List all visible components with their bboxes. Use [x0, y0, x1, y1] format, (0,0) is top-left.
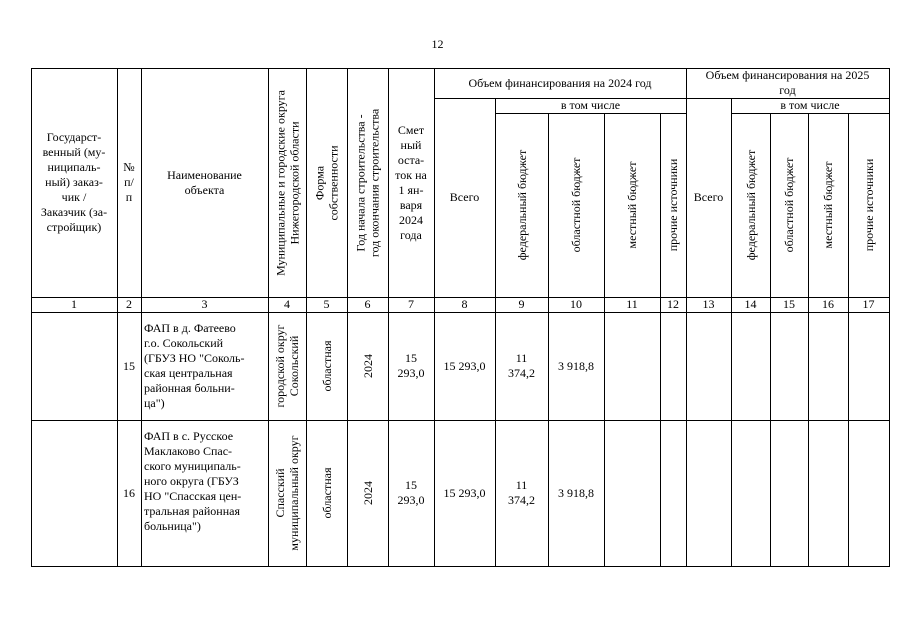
header-regional-2025-text: областной бюджет — [782, 157, 796, 253]
header-local-2025-text: местный бюджет — [821, 161, 835, 249]
table-cell-total-2024: 15 293,0 — [443, 485, 486, 500]
table-cell-total-2024: 15 293,0 — [443, 358, 486, 373]
header-financing-2025: Объем финансирования на 2025 год — [705, 68, 870, 97]
table-cell-total-2025 — [689, 421, 728, 565]
header-municipality — [268, 68, 306, 297]
table-cell-ownership-text: областная — [319, 467, 334, 519]
table-cell-federal-2025 — [734, 313, 767, 419]
table-cell-municipality-text: городской округ Сокольский — [273, 324, 301, 408]
column-number: 6 — [364, 297, 371, 311]
table-cell-estimate: 15 293,0 — [397, 351, 425, 380]
table-cell-other-2025 — [851, 313, 886, 419]
column-number: 15 — [783, 297, 795, 311]
table-cell-ownership — [306, 312, 347, 420]
table-cell-regional-2024: 3 918,8 — [558, 358, 594, 373]
table-cell-other-2024 — [663, 313, 683, 419]
table-cell-years — [347, 420, 388, 566]
column-number: 17 — [862, 297, 875, 311]
table-cell-object-name: ФАП в д. Фатеево г.о. Сокольский (ГБУЗ НО "Соколь- ская центральная районная больни- ца") — [144, 321, 245, 410]
header-federal-2025-text: федеральный бюджет — [743, 149, 758, 261]
header-ownership — [306, 68, 347, 297]
table-cell-municipality — [268, 312, 306, 420]
header-local-2024-text: местный бюджет — [625, 161, 639, 249]
column-number: 11 — [626, 297, 638, 311]
table-cell-federal-2024: 11 374,2 — [508, 351, 535, 380]
table-cell-estimate: 15 293,0 — [397, 478, 425, 507]
table-cell-customer — [34, 421, 114, 565]
table-cell-municipality-text: Спасский муниципальный округ — [273, 435, 301, 551]
column-number: 2 — [126, 297, 132, 311]
column-number: 16 — [822, 297, 834, 311]
table-cell-years — [347, 312, 388, 420]
column-number: 10 — [570, 297, 582, 311]
header-total-2025: Всего — [693, 190, 724, 204]
header-customer: Государст- венный (му- ниципаль- ный) заказ- чик / Заказчик (за- стройщик) — [40, 130, 108, 234]
table-cell-federal-2024: 11 374,2 — [508, 478, 535, 507]
page-number: 12 — [431, 37, 444, 51]
header-ownership-text: Форма собственности — [312, 144, 341, 221]
header-local-2024 — [604, 113, 660, 297]
header-other-2025-text: прочие источники — [861, 158, 876, 252]
header-including-2025: в том числе — [780, 98, 840, 112]
column-number: 4 — [284, 297, 290, 311]
column-number: 9 — [518, 297, 525, 311]
column-number: 13 — [702, 297, 715, 311]
table-cell-regional-2025 — [773, 421, 805, 565]
column-number: 12 — [667, 297, 679, 311]
header-other-2024-text: прочие источники — [666, 158, 680, 252]
header-federal-2024-text: федеральный бюджет — [514, 149, 529, 261]
header-other-2025 — [848, 113, 889, 297]
table-cell-num: 16 — [123, 485, 135, 500]
header-years-text: Год начала строительства - год окончания строительства — [353, 108, 382, 257]
header-regional-2024-text: областной бюджет — [569, 157, 583, 253]
table-cell-years-text: 2024 — [360, 481, 375, 505]
table-cell-object-name: ФАП в с. Русское Маклаково Спас- ского муниципаль- ного округа (ГБУЗ НО "Спасская цен- тральная районная больница") — [144, 429, 242, 533]
table-cell-local-2025 — [811, 313, 845, 419]
header-other-2024 — [660, 113, 686, 297]
column-number: 3 — [201, 297, 208, 311]
table-cell-num: 15 — [123, 358, 135, 373]
table-cell-total-2025 — [689, 313, 728, 419]
table-cell-other-2024 — [663, 421, 683, 565]
table-cell-regional-2024: 3 918,8 — [558, 485, 594, 500]
header-estimate: Смет ный оста- ток на 1 ян- варя 2024 года — [395, 122, 427, 242]
table-cell-federal-2025 — [734, 421, 767, 565]
table-cell-customer — [34, 313, 114, 419]
header-total-2024: Всего — [449, 190, 480, 204]
table-cell-ownership-text: областная — [319, 340, 334, 392]
header-federal-2024 — [495, 113, 548, 297]
header-federal-2025 — [731, 113, 770, 297]
header-financing-2024: Объем финансирования на 2024 год — [468, 75, 652, 90]
table-cell-local-2025 — [811, 421, 845, 565]
column-number: 14 — [744, 297, 757, 311]
table-cell-ownership — [306, 420, 347, 566]
column-number: 8 — [461, 297, 468, 311]
table-cell-other-2025 — [851, 421, 886, 565]
column-number: 7 — [408, 297, 414, 311]
table-cell-years-text: 2024 — [360, 354, 375, 378]
table-cell-local-2024 — [607, 421, 657, 565]
column-number: 5 — [323, 297, 330, 311]
header-regional-2025 — [770, 113, 808, 297]
header-local-2025 — [808, 113, 848, 297]
header-years — [347, 68, 388, 297]
header-number: № п/ п — [123, 160, 135, 204]
header-including-2024: в том числе — [560, 98, 621, 112]
header-municipality-text: Муниципальные и городские округа Нижегородской области — [273, 89, 301, 276]
header-regional-2024 — [548, 113, 604, 297]
column-number: 1 — [71, 297, 77, 311]
header-object-name: Наименование объекта — [167, 167, 242, 197]
table-cell-local-2024 — [607, 313, 657, 419]
table-cell-regional-2025 — [773, 313, 805, 419]
table-cell-municipality — [268, 420, 306, 566]
